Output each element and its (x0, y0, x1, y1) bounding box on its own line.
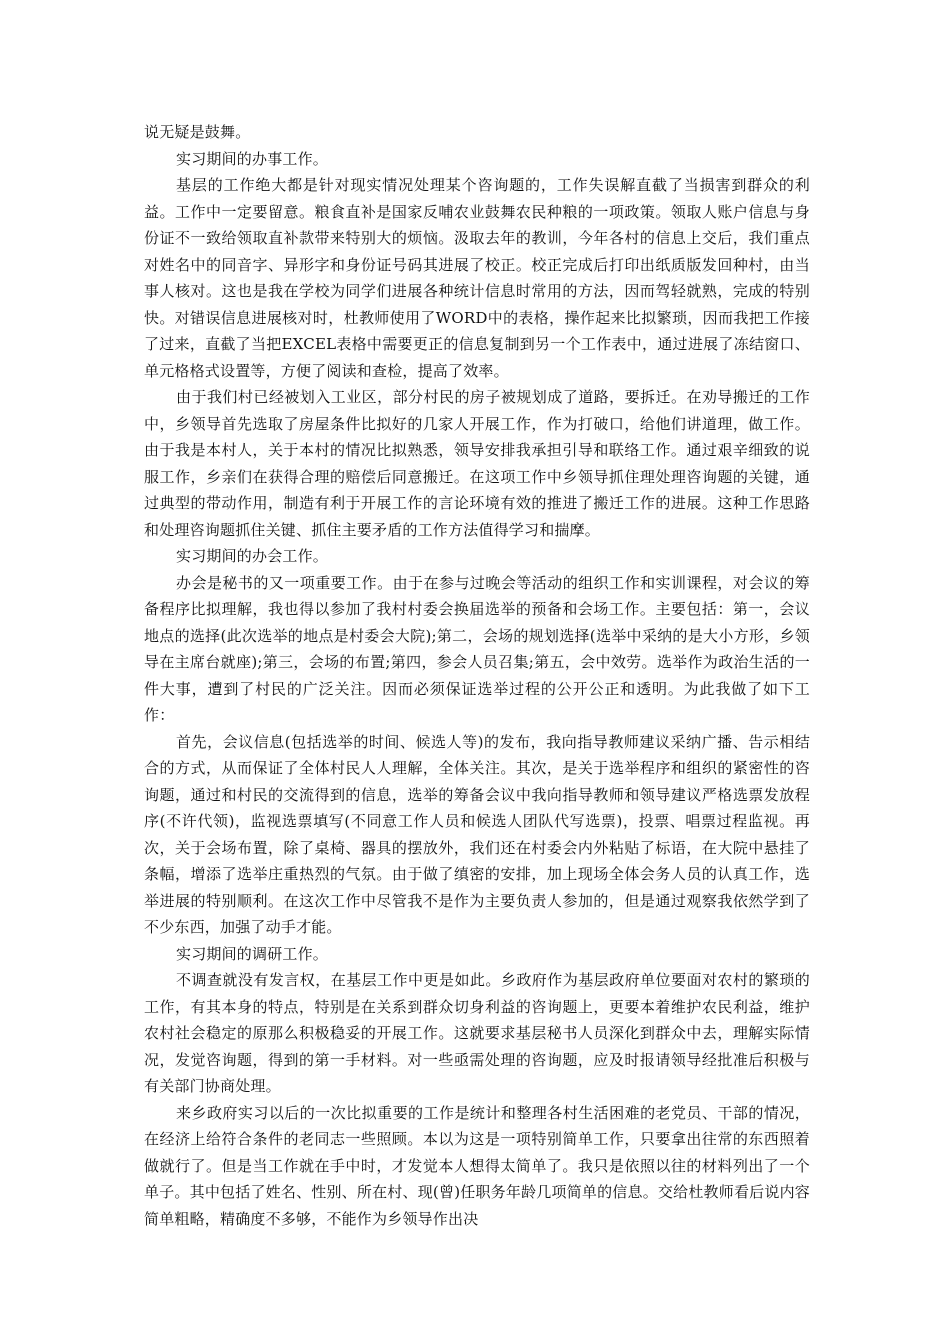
paragraph: 首先，会议信息(包括选举的时间、候选人等)的发布，我向指导教师建议采纳广播、告示相结合的方式，从而保证了全体村民人人理解，全体关注。其次，是关于选举程序和组织的紧密性的咨询题，通过和村民的交流得到的信息，选举的筹备会议中我向指导教师和领导建议严格选票发放程序(不许代领)，监视选票填写(不同意工作人员和候选人团队代写选票)，投票、唱票过程监视。再次，关于会场布置，除了桌椅、器具的摆放外，我们还在村委会内外粘贴了标语，在大院中悬挂了条幅，增添了选举庄重热烈的气氛。由于做了缜密的安排，加上现场全体会务人员的认真工作，选举进展的特别顺利。在这次工作中尽管我不是作为主要负责人参加的，但是通过观察我依然学到了不少东西，加强了动手才能。 (144, 732, 810, 936)
section-heading: 实习期间的调研工作。 (176, 944, 329, 963)
paragraph: 不调查就没有发言权，在基层工作中更是如此。乡政府作为基层政府单位要面对农村的繁琐的工作，有其本身的特点，特别是在关系到群众切身利益的咨询题上，更要本着维护农民利益，维护农村社会稳定的原那么积极稳妥的开展工作。这就要求基层秘书人员深化到群众中去，理解实际情况，发觉咨询题，得到的第一手材料。对一些亟需处理的咨询题，应及时报请领导经批准后积极与有关部门协商处理。 (144, 971, 810, 1095)
paragraph: 来乡政府实习以后的一次比拟重要的工作是统计和整理各村生活困难的老党员、干部的情况，在经济上给符合条件的老同志一些照顾。本以为这是一项特别简单工作，只要拿出往常的东西照着做就行了。但是当工作就在手中时，才发觉本人想得太简单了。我只是依照以往的材料列出了一个单子。其中包括了姓名、性别、所在村、现(曾)任职务年龄几项简单的信息。交给杜教师看后说内容简单粗略，精确度不多够，不能作为乡领导作出决 (144, 1103, 810, 1228)
document-body (144, 119, 810, 1232)
paragraph: 办会是秘书的又一项重要工作。由于在参与过晚会等活动的组织工作和实训课程，对会议的筹备程序比拟理解，我也得以参加了我村村委会换届选举的预备和会场工作。主要包括：第一，会议地点的选择(此次选举的地点是村委会大院);第二，会场的规划选择(选举中采纳的是大小方形，乡领导在主席台就座);第三，会场的布置;第四，参会人员召集;第五，会中效劳。选举作为政治生活的一件大事，遭到了村民的广泛关注。因而必须保证选举过程的公开公正和透明。为此我做了如下工作： (144, 573, 810, 724)
section-heading: 实习期间的办事工作。 (176, 149, 329, 168)
paragraph: 由于我们村已经被划入工业区，部分村民的房子被规划成了道路，要拆迁。在劝导搬迁的工作中，乡领导首先选取了房屋条件比拟好的几家人开展工作，作为打破口，给他们讲道理，做工作。由于我是本村人，关于本村的情况比拟熟悉，领导安排我承担引导和联络工作。通过艰辛细致的说服工作，乡亲们在获得合理的赔偿后同意搬迁。在这项工作中乡领导抓住理处理咨询题的关键，通过典型的带动作用，制造有利于开展工作的言论环境有效的推进了搬迁工作的进展。这种工作思路和处理咨询题抓住关键、抓住主要矛盾的工作方法值得学习和揣摩。 (144, 388, 810, 539)
section-heading: 实习期间的办会工作。 (176, 547, 329, 565)
paragraph: 说无疑是鼓舞。 (144, 123, 251, 141)
paragraph: 基层的工作绝大都是针对现实情况处理某个咨询题的，工作失误解直截了当损害到群众的利益。工作中一定要留意。粮食直补是国家反哺农业鼓舞农民种粮的一项政策。领取人账户信息与身份证不一致给领取直补款带来特别大的烦恼。汲取去年的教训，今年各村的信息上交后，我们重点对姓名中的同音字、异形字和身份证号码其进展了校正。校正完成后打印出纸质版发回种村，由当事人核对。这也是我在学校为同学们进展各种统计信息时常用的方法，因而驾轻就熟，完成的特别快。对错误信息进展核对时，杜教师使用了WORD中的表格，操作起来比拟繁琐，因而我把工作接了过来，直截了当把EXCEL表格中需要更正的信息复制到另一个工作表中，通过进展了冻结窗口、单元格格式设置等，方便了阅读和查检，提高了效率。 (144, 176, 810, 380)
